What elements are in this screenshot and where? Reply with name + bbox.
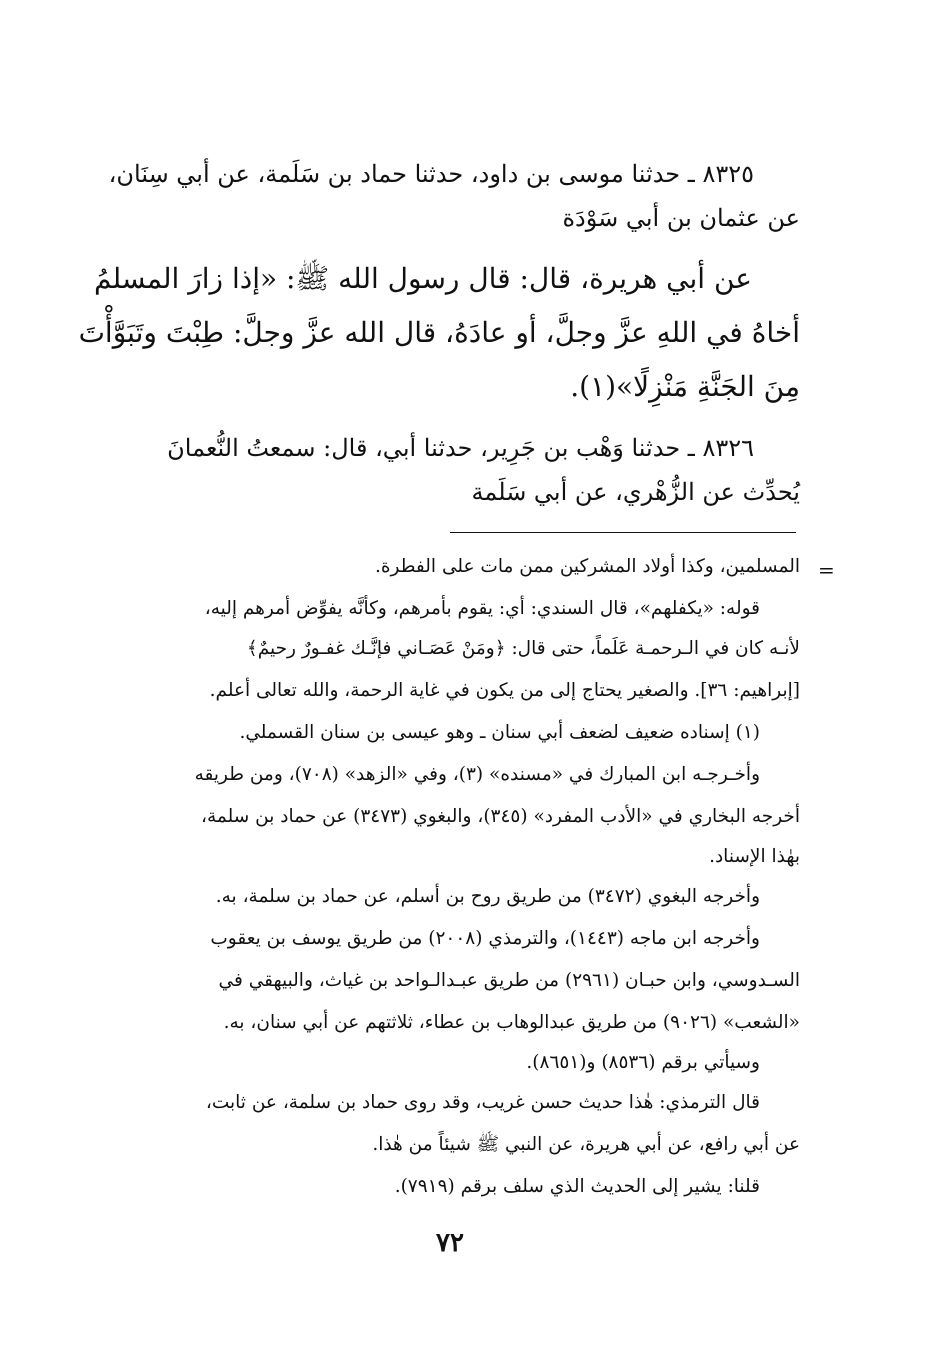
page-number: ٧٢ [436, 1228, 464, 1258]
footnote-line-3: لأنـه كان في الـرحمـة عَلَماً، حتى قال: ﴿ومَنْ عَصَـاني فإنَّـك غفـورٌ رحيمٌ﴾ [246, 638, 800, 659]
footnote-1-line-3: أخرجه البخاري في «الأدب المفرد» (٣٤٥)، والبغوي (٣٤٧٣) عن حماد بن سلمة، [201, 806, 800, 827]
hadith-8325-text-line-1: عن أبي هريرة، قال: قال رسول الله ﷺ: «إذا زارَ المسلمُ [93, 262, 752, 295]
hadith-8325-text-line-3: مِنَ الجَنَّةِ مَنْزِلًا»(١). [570, 370, 800, 403]
footnote-1-line-11: عن أبي رافع، عن أبي هريرة، عن النبي ﷺ شيئاً من هٰذا. [372, 1134, 800, 1155]
footnote-separator [450, 532, 796, 533]
footnote-1-line-12: قلنا: يشير إلى الحديث الذي سلف برقم (٧٩١٩). [394, 1176, 760, 1197]
footnote-line-4: [إبراهيم: ٣٦]. والصغير يحتاج إلى من يكون في غاية الرحمة، والله تعالى أعلم. [209, 680, 800, 701]
hadith-8326-isnad-line-2: يُحدِّث عن الزُّهْري، عن أبي سَلَمة [471, 478, 800, 506]
footnote-1-line-4: بهٰذا الإسناد. [709, 846, 800, 867]
footnote-line-1: المسلمين، وكذا أولاد المشركين ممن مات على الفطرة. [374, 556, 800, 577]
footnote-1-line-8: «الشعب» (٩٠٢٦) من طريق عبدالوهاب بن عطاء، ثلاثتهم عن أبي سنان، به. [223, 1012, 800, 1033]
footnote-1-line-1: (١) إسناده ضعيف لضعف أبي سنان ـ وهو عيسى بن سنان القسملي. [239, 722, 760, 743]
hadith-8326-isnad-line-1: ٨٣٢٦ ـ حدثنا وَهْب بن جَرِير، حدثنا أبي، قال: سمعتُ النُّعمانَ [167, 434, 754, 462]
hadith-8325-isnad-line-1: ٨٣٢٥ ـ حدثنا موسى بن داود، حدثنا حماد بن سَلَمة، عن أبي سِنَان، [108, 160, 754, 188]
footnote-1-line-9: وسيأتي برقم (٨٥٣٦) و(٨٦٥١). [526, 1052, 760, 1073]
footnote-1-line-5: وأخرجه البغوي (٣٤٧٢) من طريق روح بن أسلم، عن حماد بن سلمة، به. [215, 886, 760, 907]
footnote-1-line-7: السـدوسي، وابن حبـان (٢٩٦١) من طريق عبـدالـواحد بن غياث، والبيهقي في [218, 970, 800, 991]
footnote-line-2: قوله: «يكفلهم»، قال السندي: أي: يقوم بأمرهم، وكأنَّه يفوِّض أمرهم إليه، [204, 598, 760, 619]
footnote-1-line-10: قال الترمذي: هٰذا حديث حسن غريب، وقد روى حماد بن سلمة، عن ثابت، [205, 1092, 760, 1113]
footnote-1-line-2: وأخـرجـه ابن المبارك في «مسنده» (٣)، وفي «الزهد» (٧٠٨)، ومن طريقه [194, 764, 760, 785]
hadith-8325-text-line-2: أخاهُ في اللهِ عزَّ وجلَّ، أو عادَهُ، قال الله عزَّ وجلَّ: طِبْتَ وتَبَوَّأْتَ [78, 316, 800, 349]
hadith-8325-isnad-line-2: عن عثمان بن أبي سَوْدَة [562, 204, 800, 232]
footnote-1-line-6: وأخرجه ابن ماجه (١٤٤٣)، والترمذي (٢٠٠٨) من طريق يوسف بن يعقوب [210, 928, 760, 949]
footnote-continuation-mark: = [818, 558, 835, 582]
